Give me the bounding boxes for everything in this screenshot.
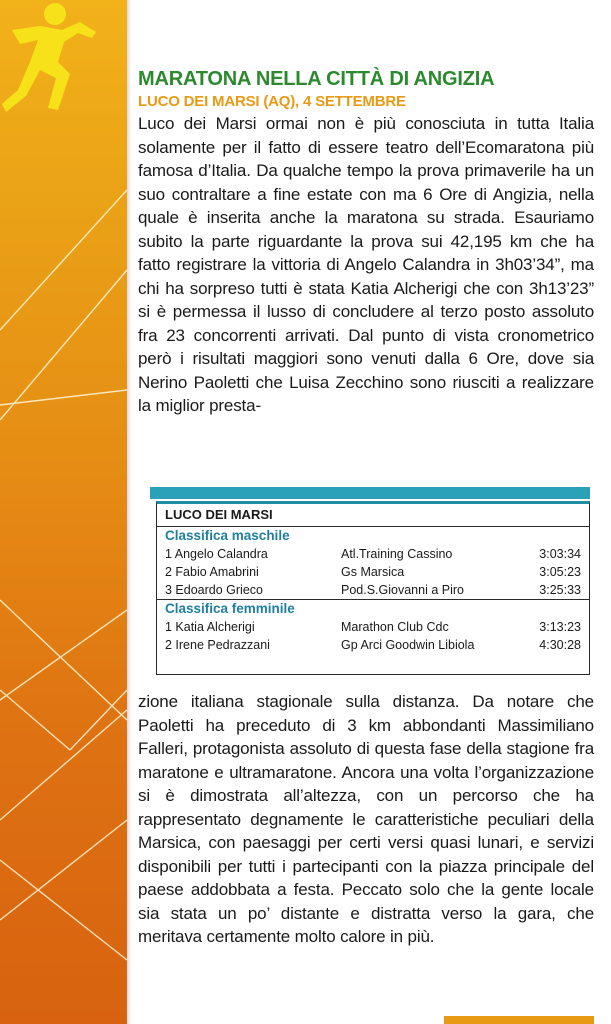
table-frame bbox=[156, 501, 590, 675]
decorative-sidebar bbox=[0, 0, 127, 1024]
athlete-time: 3:13:23 bbox=[539, 620, 581, 634]
athlete-club: Gs Marsica bbox=[341, 565, 405, 579]
table-row bbox=[157, 563, 589, 581]
article-subtitle: LUCO DEI MARSI (AQ), 4 SETTEMBRE bbox=[138, 93, 406, 110]
athlete-club: Atl.Training Cassino bbox=[341, 547, 453, 561]
athlete-club: Pod.S.Giovanni a Piro bbox=[341, 583, 464, 597]
athlete-time: 4:30:28 bbox=[539, 638, 581, 652]
runner-icon bbox=[0, 0, 100, 118]
results-table bbox=[138, 487, 590, 673]
article-paragraph-1: Luco dei Marsi ormai non è più conosciuta in tutta Italia solamente per il fatto di essere teatro dell’Ecomaratona più famosa d’Italia. Da qualche tempo la prova primaverile ha un suo contraltare a fine estate con ma 6 Ore di Angizia, nella quale è inserita anche la maratona su strada. Esauriamo subito la parte riguardante la prova sui 42,195 km che ha fatto registrare la vittoria di Angelo Calandra in 3h03’34”, ma chi ha sorpreso tutti è stata Katia Alcherigi che con 3h13’23” si è permessa il lusso di concludere al terzo posto assoluto fra 23 concorrenti arrivati. Dal punto di vista cronometrico però i risultati maggiori sono venuti dalla 6 Ore, dove sia Nerino Paoletti che Luisa Zecchino sono riusciti a realizzare la miglior presta- bbox=[138, 114, 594, 415]
male-ranking-title: Classifica maschile bbox=[165, 528, 290, 543]
article-paragraph-2: zione italiana stagionale sulla distanza. Da notare che Paoletti ha preceduto di 3 km abbondanti Massimiliano Falleri, protagonista assoluto di questa fase della stagione fra maratone e ultramaratone. Ancora una volta l’organizzazione si è dimostrata all’altezza, con un percorso che ha rappresentato degnamente le caratteristiche peculiari della Marsica, con paesaggi per certi versi quasi lunari, e servizi disponibili per tutti i partecipanti con la piazza principale del paese addobbata a festa. Peccato solo che la gente locale sia stata un po’ distante e distratta verso la gara, che meritava certamente molto calore in più. bbox=[138, 692, 594, 946]
athlete-name: 2 Irene Pedrazzani bbox=[165, 638, 270, 652]
article-top bbox=[138, 66, 594, 418]
table-accent-bar bbox=[150, 487, 590, 499]
athlete-club: Gp Arci Goodwin Libiola bbox=[341, 638, 475, 652]
female-ranking-title: Classifica femminile bbox=[157, 599, 589, 618]
athlete-name: 1 Katia Alcherigi bbox=[165, 620, 255, 634]
article-title: MARATONA NELLA CITTÀ DI ANGIZIA bbox=[138, 68, 495, 90]
athlete-time: 3:25:33 bbox=[539, 583, 581, 597]
table-row bbox=[157, 636, 589, 654]
athlete-name: 1 Angelo Calandra bbox=[165, 547, 268, 561]
page-edge bbox=[127, 0, 131, 1024]
table-row bbox=[157, 581, 589, 599]
athlete-club: Marathon Club Cdc bbox=[341, 620, 449, 634]
athlete-name: 3 Edoardo Grieco bbox=[165, 583, 263, 597]
athlete-name: 2 Fabio Amabrini bbox=[165, 565, 259, 579]
sidebar-lines bbox=[0, 0, 127, 1024]
page-footer-bar bbox=[444, 1016, 594, 1024]
table-row bbox=[157, 545, 589, 563]
athlete-time: 3:05:23 bbox=[539, 565, 581, 579]
table-row bbox=[157, 618, 589, 636]
article-bottom bbox=[138, 690, 594, 949]
table-heading: LUCO DEI MARSI bbox=[157, 504, 589, 527]
athlete-time: 3:03:34 bbox=[539, 547, 581, 561]
